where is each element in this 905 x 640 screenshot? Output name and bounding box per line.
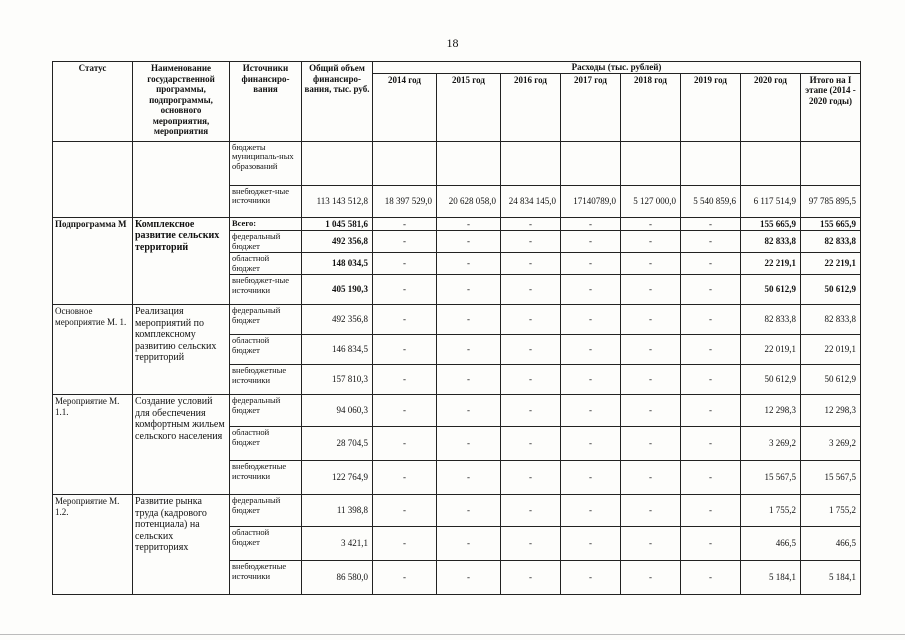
name-cell: Комплексное развитие сельских территорий <box>133 217 230 305</box>
value-cell: - <box>437 335 501 365</box>
value-cell: 22 019,1 <box>801 335 861 365</box>
value-cell: - <box>373 335 437 365</box>
source-cell: внебюджетные источники <box>230 461 302 495</box>
table-row <box>53 217 861 231</box>
value-cell: - <box>373 217 437 231</box>
header-total: Общий объем финансиро-вания, тыс. руб. <box>302 62 373 142</box>
value-cell: - <box>437 275 501 305</box>
source-cell: бюджеты муниципаль-ных образований <box>230 141 302 185</box>
value-cell: - <box>681 335 741 365</box>
value-cell <box>621 141 681 185</box>
value-cell: - <box>437 395 501 427</box>
table-row <box>53 395 861 427</box>
value-cell <box>681 141 741 185</box>
value-cell: 22 019,1 <box>741 335 801 365</box>
value-cell: - <box>437 461 501 495</box>
value-cell: - <box>561 335 621 365</box>
value-cell: 82 833,8 <box>801 231 861 253</box>
value-cell: - <box>501 305 561 335</box>
source-cell: федеральный бюджет <box>230 231 302 253</box>
value-cell: - <box>621 305 681 335</box>
value-cell: - <box>561 217 621 231</box>
value-cell: 1 755,2 <box>801 495 861 527</box>
value-cell: - <box>501 495 561 527</box>
value-cell: 3 269,2 <box>741 427 801 461</box>
value-cell: 50 612,9 <box>741 275 801 305</box>
value-cell: - <box>437 305 501 335</box>
value-cell: 22 219,1 <box>741 253 801 275</box>
status-cell: Мероприятие М. 1.2. <box>53 495 133 595</box>
value-cell: 50 612,9 <box>801 275 861 305</box>
page-edge-line <box>0 634 905 635</box>
table-body <box>53 141 861 595</box>
value-cell: 97 785 895,5 <box>801 185 861 217</box>
value-cell: - <box>681 217 741 231</box>
source-cell: областной бюджет <box>230 527 302 561</box>
header-status: Статус <box>53 62 133 142</box>
source-cell: внебюджет-ные источники <box>230 185 302 217</box>
value-cell: 50 612,9 <box>801 365 861 395</box>
value-cell: - <box>501 395 561 427</box>
value-cell: - <box>561 427 621 461</box>
value-cell: - <box>621 495 681 527</box>
value-cell: 12 298,3 <box>741 395 801 427</box>
value-cell: - <box>501 561 561 595</box>
value-cell: 82 833,8 <box>741 231 801 253</box>
value-cell: 18 397 529,0 <box>373 185 437 217</box>
table-row <box>53 305 861 335</box>
value-cell: 466,5 <box>741 527 801 561</box>
value-cell: - <box>561 305 621 335</box>
value-cell: - <box>373 561 437 595</box>
value-cell <box>801 141 861 185</box>
value-cell: - <box>437 527 501 561</box>
value-cell: - <box>501 231 561 253</box>
value-cell: 6 117 514,9 <box>741 185 801 217</box>
value-cell: 17140789,0 <box>561 185 621 217</box>
page-number: 18 <box>446 36 459 50</box>
value-cell: - <box>561 461 621 495</box>
source-cell: областной бюджет <box>230 335 302 365</box>
value-cell: - <box>373 231 437 253</box>
header-year: 2015 год <box>437 73 501 141</box>
value-cell: - <box>437 231 501 253</box>
value-cell: 5 540 859,6 <box>681 185 741 217</box>
value-cell: - <box>681 527 741 561</box>
source-cell: внебюджетные источники <box>230 365 302 395</box>
value-cell: - <box>681 495 741 527</box>
value-cell <box>741 141 801 185</box>
source-cell: федеральный бюджет <box>230 495 302 527</box>
value-cell: - <box>621 395 681 427</box>
value-cell: - <box>501 461 561 495</box>
name-cell <box>133 141 230 217</box>
value-cell: - <box>561 495 621 527</box>
value-cell: - <box>561 365 621 395</box>
status-cell: Основное мероприятие М. 1. <box>53 305 133 395</box>
total-cell: 157 810,3 <box>302 365 373 395</box>
source-cell: областной бюджет <box>230 253 302 275</box>
value-cell: - <box>501 427 561 461</box>
total-cell: 146 834,5 <box>302 335 373 365</box>
value-cell: - <box>501 217 561 231</box>
value-cell: - <box>373 527 437 561</box>
name-cell: Создание условий для обеспечения комфортным жильем сельского населения <box>133 395 230 495</box>
value-cell: - <box>681 427 741 461</box>
value-cell: - <box>681 561 741 595</box>
total-cell: 86 580,0 <box>302 561 373 595</box>
value-cell: - <box>561 275 621 305</box>
value-cell: - <box>437 495 501 527</box>
total-cell: 11 398,8 <box>302 495 373 527</box>
value-cell: 155 665,9 <box>801 217 861 231</box>
value-cell: - <box>501 365 561 395</box>
value-cell: - <box>681 365 741 395</box>
value-cell: - <box>561 253 621 275</box>
header-year: 2014 год <box>373 73 437 141</box>
status-cell: Мероприятие М. 1.1. <box>53 395 133 495</box>
table-header <box>53 62 861 142</box>
value-cell <box>561 141 621 185</box>
value-cell: - <box>373 275 437 305</box>
value-cell: - <box>373 305 437 335</box>
value-cell: - <box>501 335 561 365</box>
value-cell: 15 567,5 <box>741 461 801 495</box>
value-cell: - <box>373 395 437 427</box>
source-cell: внебюджетные источники <box>230 561 302 595</box>
value-cell: - <box>681 461 741 495</box>
total-cell: 492 356,8 <box>302 231 373 253</box>
value-cell: 24 834 145,0 <box>501 185 561 217</box>
header-year: 2020 год <box>741 73 801 141</box>
value-cell: - <box>437 561 501 595</box>
value-cell: - <box>681 275 741 305</box>
table-row <box>53 495 861 527</box>
value-cell: - <box>621 427 681 461</box>
value-cell: 50 612,9 <box>741 365 801 395</box>
value-cell: 5 127 000,0 <box>621 185 681 217</box>
value-cell: 5 184,1 <box>801 561 861 595</box>
total-cell: 28 704,5 <box>302 427 373 461</box>
value-cell: - <box>561 231 621 253</box>
value-cell: 12 298,3 <box>801 395 861 427</box>
source-cell: областной бюджет <box>230 427 302 461</box>
total-cell: 122 764,9 <box>302 461 373 495</box>
value-cell: - <box>561 561 621 595</box>
name-cell: Реализация мероприятий по комплексному развитию сельских территорий <box>133 305 230 395</box>
value-cell: - <box>437 365 501 395</box>
value-cell: - <box>681 253 741 275</box>
header-name: Наименование государственной программы, подпрограммы, основного мероприятия, мероприятия <box>133 62 230 142</box>
value-cell: 3 269,2 <box>801 427 861 461</box>
value-cell: 155 665,9 <box>741 217 801 231</box>
value-cell: - <box>373 427 437 461</box>
value-cell: 20 628 058,0 <box>437 185 501 217</box>
value-cell: - <box>501 527 561 561</box>
value-cell: - <box>681 395 741 427</box>
table-row <box>53 141 861 185</box>
total-cell: 94 060,3 <box>302 395 373 427</box>
value-cell: - <box>621 231 681 253</box>
budget-table <box>52 61 861 595</box>
value-cell: - <box>621 253 681 275</box>
value-cell: - <box>437 253 501 275</box>
total-cell: 1 045 581,6 <box>302 217 373 231</box>
value-cell: - <box>501 275 561 305</box>
value-cell <box>437 141 501 185</box>
total-cell <box>302 141 373 185</box>
value-cell: - <box>561 395 621 427</box>
value-cell: - <box>621 561 681 595</box>
name-cell: Развитие рынка труда (кадрового потенциала) на сельских территориях <box>133 495 230 595</box>
value-cell: - <box>561 527 621 561</box>
value-cell: - <box>621 217 681 231</box>
value-cell: - <box>621 461 681 495</box>
value-cell: 1 755,2 <box>741 495 801 527</box>
value-cell: - <box>621 275 681 305</box>
value-cell: - <box>681 305 741 335</box>
source-cell: федеральный бюджет <box>230 395 302 427</box>
value-cell: - <box>621 527 681 561</box>
value-cell: - <box>437 427 501 461</box>
source-cell: федеральный бюджет <box>230 305 302 335</box>
total-cell: 3 421,1 <box>302 527 373 561</box>
header-year: 2017 год <box>561 73 621 141</box>
total-cell: 492 356,8 <box>302 305 373 335</box>
value-cell: 82 833,8 <box>741 305 801 335</box>
header-year: 2018 год <box>621 73 681 141</box>
status-cell <box>53 141 133 217</box>
value-cell: - <box>501 253 561 275</box>
value-cell: 5 184,1 <box>741 561 801 595</box>
source-cell: внебюджет-ные источники <box>230 275 302 305</box>
value-cell: 15 567,5 <box>801 461 861 495</box>
header-year: Итого на I этапе (2014 - 2020 годы) <box>801 73 861 141</box>
source-cell: Всего: <box>230 217 302 231</box>
value-cell: - <box>621 365 681 395</box>
total-cell: 113 143 512,8 <box>302 185 373 217</box>
header-sources: Источники финансиро-вания <box>230 62 302 142</box>
total-cell: 148 034,5 <box>302 253 373 275</box>
value-cell <box>373 141 437 185</box>
value-cell: 82 833,8 <box>801 305 861 335</box>
value-cell: - <box>373 365 437 395</box>
value-cell: - <box>373 253 437 275</box>
value-cell: - <box>621 335 681 365</box>
header-expenses: Расходы (тыс. рублей) <box>373 62 861 74</box>
value-cell: - <box>681 231 741 253</box>
value-cell: - <box>437 217 501 231</box>
status-cell: Подпрограмма М <box>53 217 133 305</box>
header-year: 2019 год <box>681 73 741 141</box>
value-cell: - <box>373 461 437 495</box>
value-cell: 22 219,1 <box>801 253 861 275</box>
value-cell: 466,5 <box>801 527 861 561</box>
total-cell: 405 190,3 <box>302 275 373 305</box>
value-cell: - <box>373 495 437 527</box>
header-year: 2016 год <box>501 73 561 141</box>
value-cell <box>501 141 561 185</box>
